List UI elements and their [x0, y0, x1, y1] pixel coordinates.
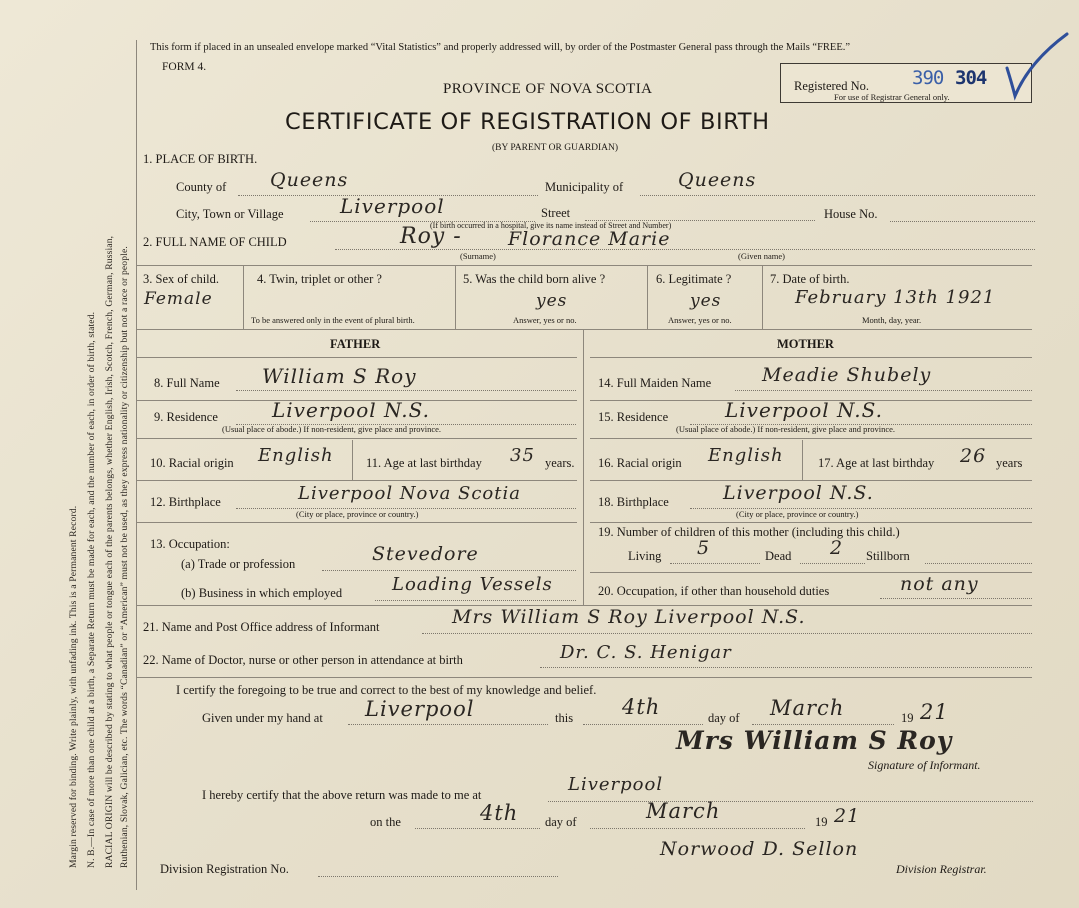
city-label: City, Town or Village [176, 207, 284, 221]
dead-label: Dead [765, 549, 792, 563]
division-registration-label: Division Registration No. [160, 862, 289, 876]
row3-bottom-rule [137, 329, 1032, 330]
margin-note-nationality: Ruthenian, Slovak, Galician, etc. The words “Canadian” or “American” must not be used, as they express nationality or citizenship but not a race or people. [119, 246, 130, 868]
father-row-rule-2 [137, 438, 577, 439]
this-label: this [555, 711, 574, 725]
father-business-rule [375, 600, 576, 601]
father-racial-value: English [258, 445, 334, 466]
margin-note-binding: Margin reserved for binding. Write plainly, with unfading ink. This is a Permanent Record. [68, 505, 79, 868]
doctor-value: Dr. C. S. Henigar [560, 642, 732, 663]
father-trade-rule [322, 570, 576, 571]
mother-row-rule-2 [590, 438, 1032, 439]
doctor-label: 22. Name of Doctor, nurse or other person in attendance at birth [143, 653, 463, 667]
mother-residence-note: (Usual place of abode.) If non-resident, give place and province. [676, 424, 896, 434]
margin-note-racial-origin: RACIAL ORIGIN will be described by stating to what people or tongue each of the parents belongs, whether English, Irish, Scotch, French, German, Russian, [104, 235, 115, 868]
father-heading: FATHER [330, 337, 381, 351]
informant-signature: Mrs William S Roy [676, 726, 953, 755]
father-age-value: 35 [510, 445, 535, 466]
on-the-label: on the [370, 815, 401, 829]
born-alive-value: yes [536, 291, 568, 311]
mother-occupation-rule [880, 598, 1032, 599]
born-alive-note: Answer, yes or no. [513, 315, 577, 325]
municipality-value: Queens [678, 169, 757, 191]
father-occupation-label: 13. Occupation: [150, 537, 230, 551]
row3-divider-1 [243, 265, 244, 329]
registered-number-prefix: 390 [912, 67, 944, 89]
place-of-birth-heading: 1. PLACE OF BIRTH. [143, 152, 258, 166]
stillborn-rule [925, 563, 1032, 564]
check-mark-icon [1005, 32, 1070, 102]
father-birthplace-label: 12. Birthplace [150, 495, 221, 509]
county-label: County of [176, 180, 227, 194]
province-heading: PROVINCE OF NOVA SCOTIA [443, 81, 653, 97]
father-name-rule [236, 390, 576, 391]
given-under-hand-label: Given under my hand at [202, 711, 323, 725]
father-name-value: William S Roy [262, 364, 417, 388]
father-residence-label: 9. Residence [154, 410, 218, 424]
row3-divider-4 [762, 265, 763, 329]
row3-divider-2 [455, 265, 456, 329]
mother-age-value: 26 [960, 445, 987, 467]
legitimate-value: yes [690, 291, 722, 311]
father-heading-rule [137, 357, 577, 358]
living-label: Living [628, 549, 662, 563]
registrar-place-value: Liverpool [568, 774, 664, 795]
twin-label: 4. Twin, triplet or other ? [257, 272, 382, 286]
row3-divider-3 [647, 265, 648, 329]
father-racial-label: 10. Racial origin [150, 456, 234, 470]
row3-top-rule [137, 265, 1032, 266]
father-trade-value: Stevedore [372, 543, 479, 565]
division-registration-rule [318, 876, 558, 877]
registrar-signature-caption: Division Registrar. [896, 862, 987, 876]
informant-label: 21. Name and Post Office address of Informant [143, 620, 380, 634]
registrar-day-value: 4th [480, 801, 519, 825]
county-value: Queens [270, 169, 349, 191]
father-residence-value: Liverpool N.S. [272, 398, 430, 422]
given-year-value: 21 [920, 700, 949, 724]
mother-row-rule-3 [590, 480, 1032, 481]
registrar-day-rule [415, 828, 540, 829]
given-month-rule [752, 724, 894, 725]
father-age-unit: years. [545, 456, 575, 470]
given-name-caption: (Given name) [738, 251, 785, 261]
mother-heading: MOTHER [777, 337, 834, 351]
mail-notice: This form if placed in an unsealed envelope marked “Vital Statistics” and properly addressed will, by order of the Postmaster General pass through the Mails “FREE.” [150, 42, 851, 53]
mother-racial-value: English [708, 445, 784, 466]
date-of-birth-note: Month, day, year. [862, 315, 922, 325]
child-name-label: 2. FULL NAME OF CHILD [143, 235, 287, 249]
mother-residence-value: Liverpool N.S. [725, 398, 883, 422]
mother-occupation-value: not any [900, 573, 979, 595]
doctor-rule [540, 667, 1032, 668]
child-surname-value: Roy - [400, 224, 462, 249]
certification-statement: I certify the foregoing to be true and correct to the best of my knowledge and belief. [176, 683, 597, 697]
father-trade-label: (a) Trade or profession [181, 557, 296, 571]
margin-note-multiple-births: N. B.—In case of more than one child at a birth, a Separate Return must be made for each, and the number of each, in order of birth, stated. [86, 311, 97, 868]
child-given-name-value: Florance Marie [508, 228, 671, 250]
father-birthplace-note: (City or place, province or country.) [296, 509, 419, 519]
dead-rule [800, 563, 865, 564]
house-number-rule [890, 221, 1035, 222]
given-month-value: March [770, 696, 845, 720]
date-of-birth-label: 7. Date of birth. [770, 272, 850, 286]
certificate-title: CERTIFICATE OF REGISTRATION OF BIRTH [285, 109, 770, 135]
mother-birthplace-note: (City or place, province or country.) [736, 509, 859, 519]
certificate-subtitle: (BY PARENT OR GUARDIAN) [492, 143, 619, 153]
municipality-rule [640, 195, 1035, 196]
registrar-statement: I hereby certify that the above return was made to me at [202, 788, 482, 802]
hospital-note: (If birth occurred in a hospital, give its name instead of Street and Number) [430, 221, 672, 230]
informant-value: Mrs William S Roy Liverpool N.S. [452, 606, 806, 628]
margin-divider [136, 40, 137, 890]
given-day-rule [583, 724, 703, 725]
sex-value: Female [144, 289, 213, 309]
dead-value: 2 [830, 537, 844, 559]
mother-heading-rule [590, 357, 1032, 358]
legitimate-note: Answer, yes or no. [668, 315, 732, 325]
form-number: FORM 4. [162, 61, 207, 73]
mother-row-rule-4 [590, 522, 1032, 523]
father-row-rule-4 [137, 522, 577, 523]
child-name-rule [335, 249, 1035, 250]
street-label: Street [541, 206, 571, 220]
mother-residence-label: 15. Residence [598, 410, 669, 424]
given-place-value: Liverpool [365, 697, 475, 721]
father-birthplace-value: Liverpool Nova Scotia [298, 483, 521, 504]
registrar-month-value: March [646, 799, 721, 823]
father-name-label: 8. Full Name [154, 376, 220, 390]
registrar-year-value: 21 [834, 805, 861, 827]
mother-age-unit: years [996, 456, 1023, 470]
mother-racial-divider [802, 440, 803, 480]
parent-column-divider [583, 329, 584, 605]
registrar-day-of-label: day of [545, 815, 577, 829]
stillborn-label: Stillborn [866, 549, 910, 563]
registrar-year-prefix: 19 [815, 815, 828, 829]
municipality-label: Municipality of [545, 180, 624, 194]
children-count-label: 19. Number of children of this mother (including this child.) [598, 525, 900, 539]
father-business-value: Loading Vessels [392, 574, 553, 595]
mother-racial-label: 16. Racial origin [598, 456, 682, 470]
informant-rule [422, 633, 1032, 634]
informant-signature-caption: Signature of Informant. [868, 758, 981, 772]
father-racial-divider [352, 440, 353, 480]
father-age-label: 11. Age at last birthday [366, 456, 482, 470]
living-rule [670, 563, 760, 564]
registered-number-suffix: 304 [955, 67, 987, 89]
mother-name-value: Meadie Shubely [762, 364, 932, 386]
house-number-label: House No. [824, 207, 878, 221]
registrar-use-note: For use of Registrar General only. [834, 92, 950, 102]
registered-label: Registered No. [794, 79, 869, 93]
registrar-month-rule [590, 828, 805, 829]
given-day-of-label: day of [708, 711, 740, 725]
given-place-rule [348, 724, 548, 725]
mother-name-label: 14. Full Maiden Name [598, 376, 712, 390]
certification-top-rule [137, 677, 1032, 678]
given-year-prefix: 19 [901, 711, 914, 725]
sex-label: 3. Sex of child. [143, 272, 220, 286]
mother-birthplace-value: Liverpool N.S. [723, 482, 874, 504]
mother-age-label: 17. Age at last birthday [818, 456, 935, 470]
mother-name-rule [735, 390, 1032, 391]
registrar-signature: Norwood D. Sellon [660, 838, 859, 860]
mother-occupation-label: 20. Occupation, if other than household duties [598, 584, 830, 598]
legitimate-label: 6. Legitimate ? [656, 272, 732, 286]
born-alive-label: 5. Was the child born alive ? [463, 272, 606, 286]
living-value: 5 [697, 537, 711, 559]
given-day-value: 4th [622, 695, 661, 719]
date-of-birth-value: February 13th 1921 [795, 287, 996, 308]
father-row-rule-3 [137, 480, 577, 481]
father-business-label: (b) Business in which employed [181, 586, 343, 600]
surname-caption: (Surname) [460, 251, 496, 261]
twin-note: To be answered only in the event of plural birth. [251, 315, 415, 325]
father-residence-note: (Usual place of abode.) If non-resident, give place and province. [222, 424, 442, 434]
registrar-place-rule [548, 801, 1033, 802]
mother-birthplace-label: 18. Birthplace [598, 495, 669, 509]
city-value: Liverpool [340, 194, 445, 218]
